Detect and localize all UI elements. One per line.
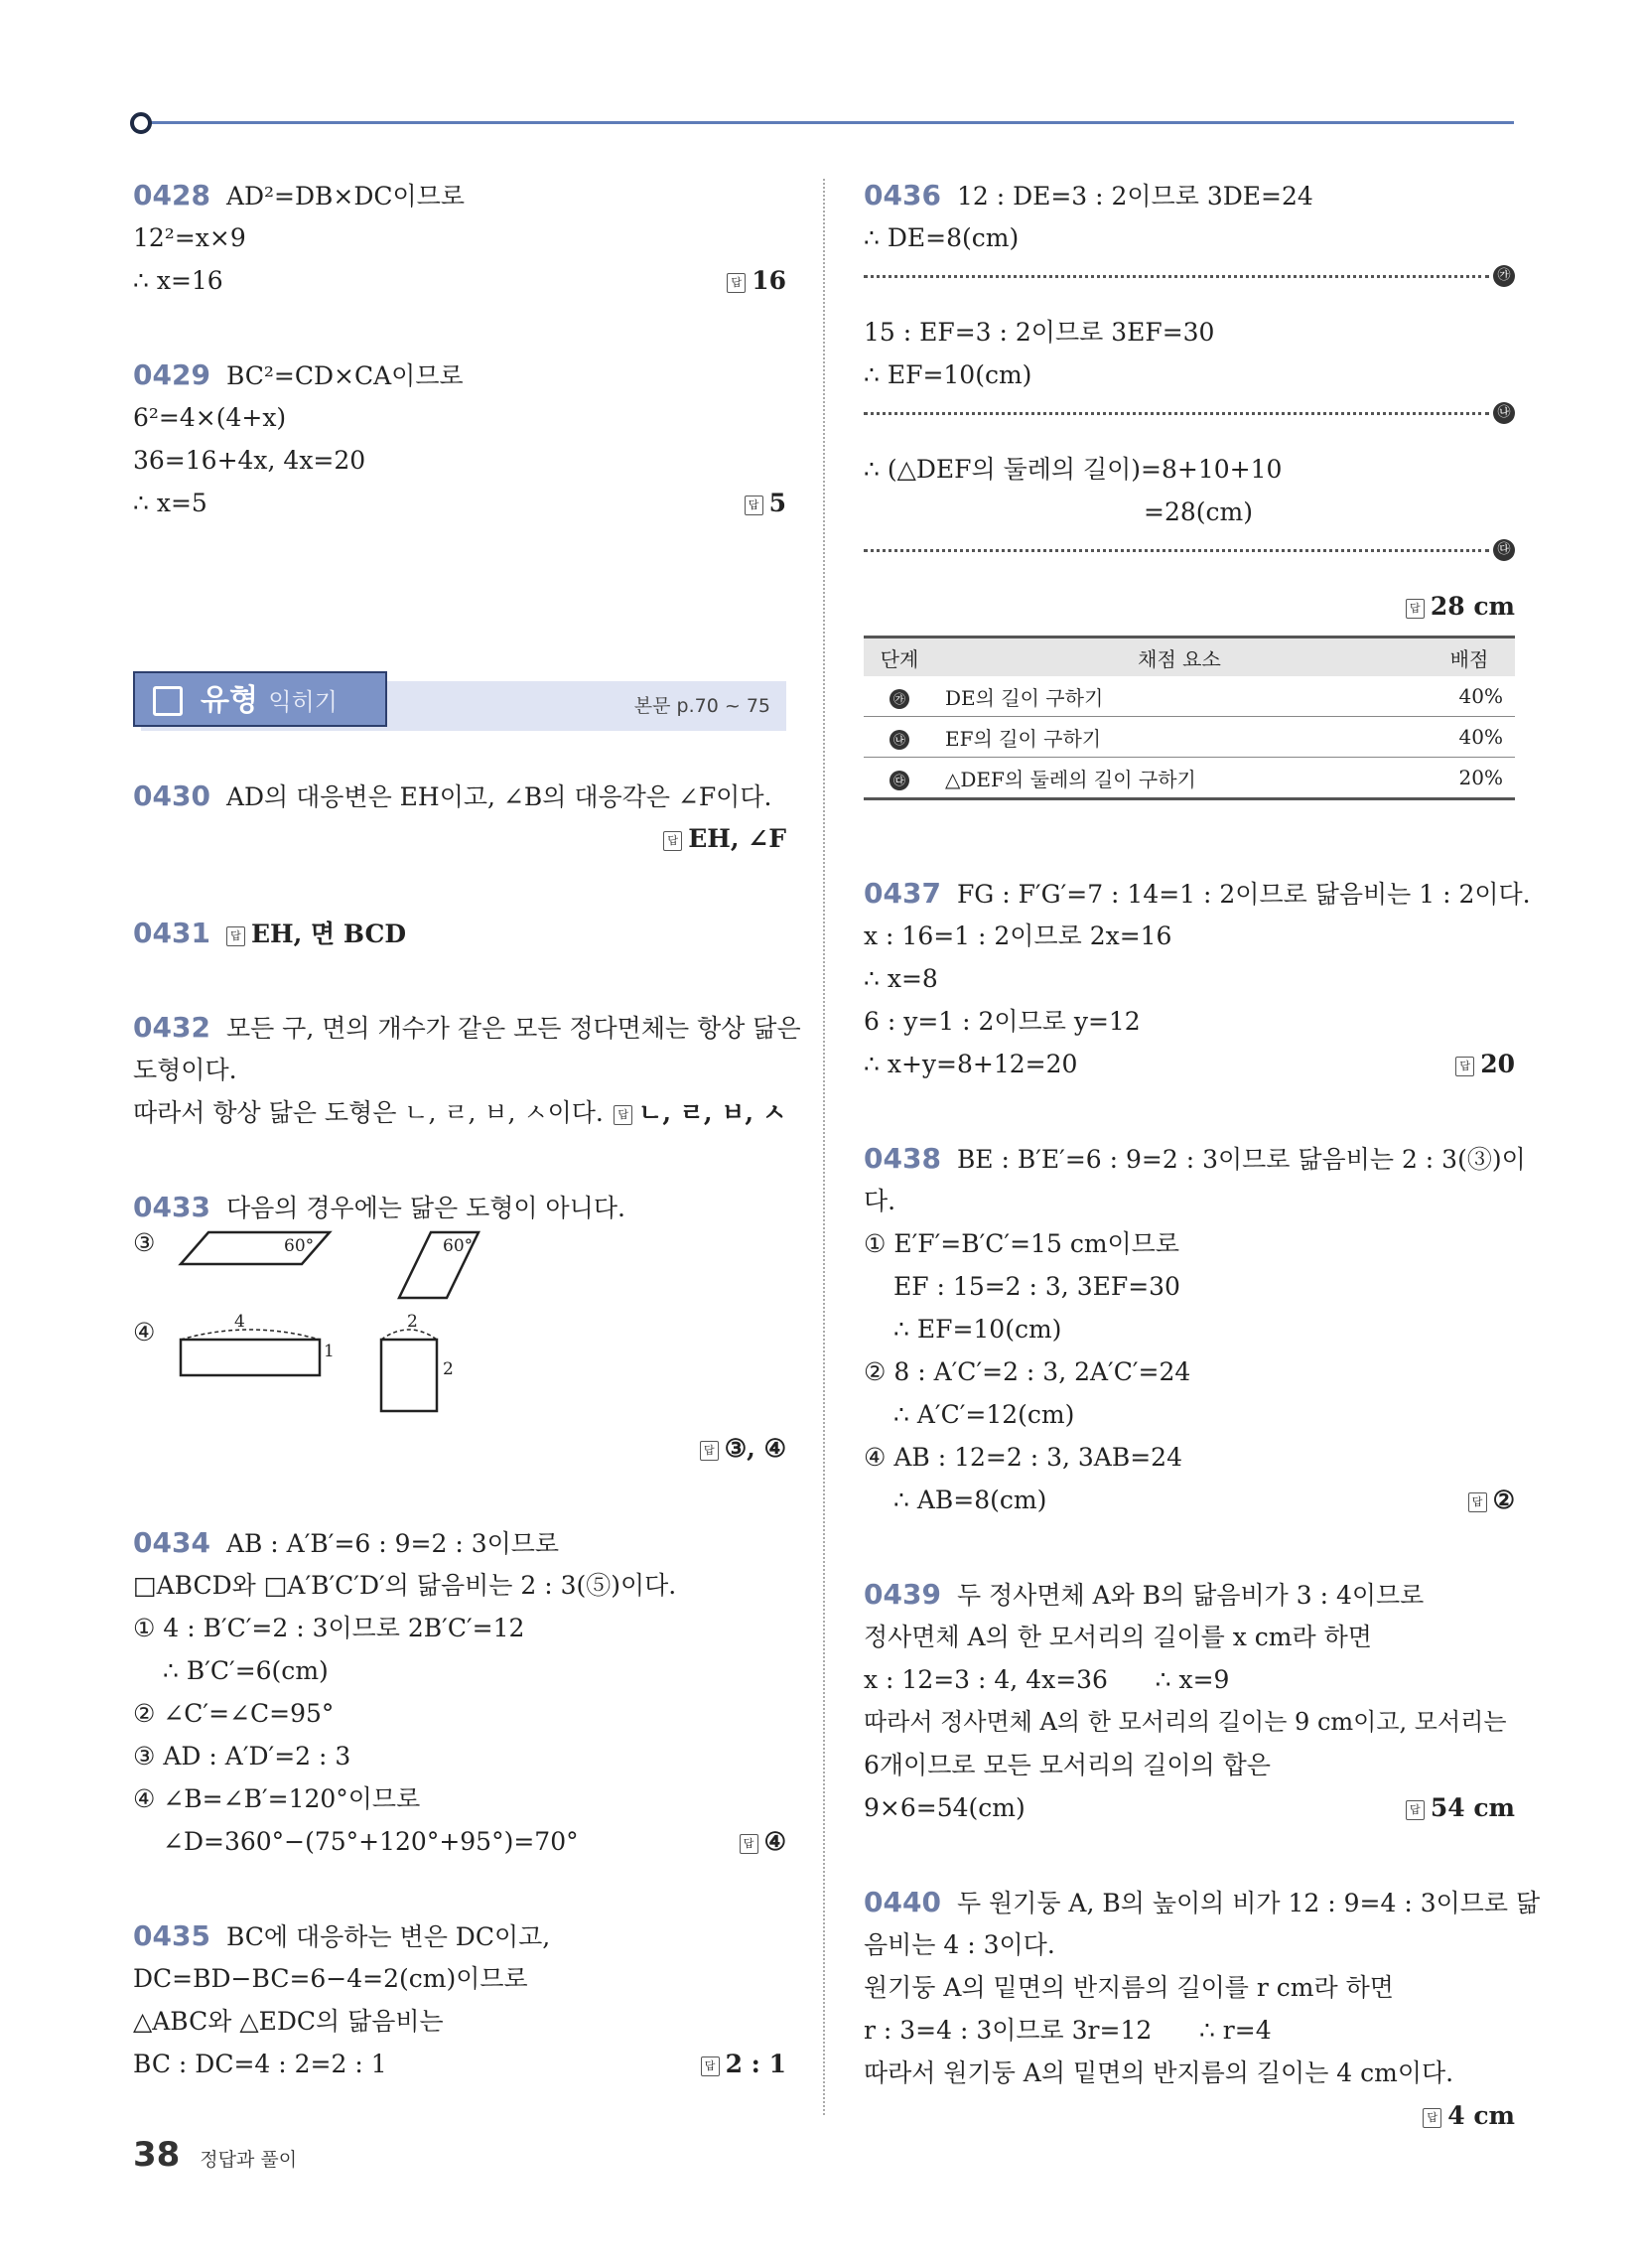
right-column [864,174,1541,2189]
table-row [864,717,1515,758]
solution-line: 9×6=54(cm) [864,1793,1026,1822]
top-rule-dot [130,112,152,134]
solution-line: 정사면체 A의 한 모서리의 길이를 x cm라 하면 [864,1623,1372,1651]
answer-tag-icon: 답 [614,1105,632,1125]
solution-line: 다. [864,1187,896,1215]
solution-line: ∴ x=8 [864,964,938,993]
length-label: 1 [324,1342,335,1361]
problem-0440 [864,1881,1541,2137]
table-cell: 40% [1424,717,1515,758]
problem-number: 0438 [864,1142,941,1175]
answer [1406,1786,1515,1829]
table-row [864,758,1515,799]
solution-line: 따라서 항상 닮은 도형은 ㄴ, ㄹ, ㅂ, ㅅ이다. [133,1098,604,1127]
solution-line: 6 : y=1 : 2이므로 y=12 [864,1007,1141,1036]
answer-value: 20 [1480,1050,1515,1078]
solution-line: BC에 대응하는 변은 DC이고, [225,1922,551,1951]
answer-tag-icon: 답 [740,1834,758,1854]
footer-label: 정답과 풀이 [200,2149,298,2171]
length-label: 4 [234,1312,245,1332]
answer [663,817,786,860]
problem-0434 [133,1521,786,1863]
solution-line: x : 12=3 : 4, 4x=36 ∴ x=9 [864,1665,1230,1694]
rectangle-square-figures [161,1318,538,1417]
answer [745,482,786,524]
banner-title-box [133,671,387,727]
page-footer [133,2135,297,2175]
step-separator [864,265,1515,287]
answer [226,920,406,948]
solution-line: AB : A′B′=6 : 9=2 : 3이므로 [225,1529,560,1558]
problem-number: 0429 [133,358,210,391]
solution-line: 6²=4×(4+x) [133,403,287,432]
scoring-table [864,636,1515,800]
solution-line: 따라서 정사면체 A의 한 모서리의 길이는 9 cm이고, 모서리는 [864,1708,1507,1736]
solution-line: r : 3=4 : 3이므로 3r=12 ∴ r=4 [864,2016,1272,2045]
answer-value: ③, ④ [724,1434,786,1463]
solution-line: 모든 구, 면의 개수가 같은 모든 정다면체는 항상 닮은 [225,1014,801,1043]
problem-0430 [133,775,786,860]
answer-value: 5 [768,489,786,517]
problem-number: 0440 [864,1886,941,1918]
problem-number: 0435 [133,1919,210,1952]
solution-line: ∴ EF=10(cm) [893,1315,1062,1344]
top-rule [139,121,1514,124]
solution-line: □ABCD와 □A′B′C′D′의 닮음비는 2 : 3(⑤)이다. [133,1571,677,1600]
solution-line: ② ∠C′=∠C=95° [133,1699,335,1728]
table-cell: △DEF의 둘레의 길이 구하기 [935,758,1424,799]
problem-0437 [864,872,1531,1085]
solution-line: 따라서 원기둥 A의 밑면의 반지름의 길이는 4 cm이다. [864,2058,1454,2087]
solution-line: ① 4 : B′C′=2 : 3이므로 2B′C′=12 [133,1614,525,1642]
problem-0435 [133,1914,786,2085]
solution-line: ∴ EF=10(cm) [864,360,1032,389]
problem-0432 [133,1006,801,1134]
answer [740,1820,786,1863]
answer-tag-icon: 답 [701,2056,720,2076]
angle-label: 60° [284,1236,315,1256]
answer-tag-icon: 답 [1423,2108,1441,2128]
choice-label: ③ [133,1228,156,1257]
solution-line: ④ ∠B=∠B′=120°이므로 [133,1784,421,1813]
answer [1468,1479,1515,1521]
answer-tag-icon: 답 [663,831,682,851]
answer-value: 16 [752,266,786,295]
problem-number: 0436 [864,179,941,212]
problem-number: 0434 [133,1526,210,1559]
solution-line: BE : B′E′=6 : 9=2 : 3이므로 닮음비는 2 : 3(③)이 [956,1145,1526,1174]
solution-line: ∴ x=16 [133,266,223,295]
table-header: 단계 [864,638,935,677]
solution-line: x : 16=1 : 2이므로 2x=16 [864,921,1172,950]
solution-line: ② 8 : A′C′=2 : 3, 2A′C′=24 [864,1357,1191,1386]
solution-line: ∴ A′C′=12(cm) [893,1400,1075,1429]
length-label: 2 [443,1359,454,1379]
answer-tag-icon: 답 [1406,599,1425,619]
answer-value: ㄴ, ㄹ, ㅂ, ㅅ [638,1098,786,1127]
problem-number: 0439 [864,1578,941,1611]
angle-label: 60° [443,1236,474,1256]
answer-tag-icon: 답 [1406,1800,1425,1820]
answer-value: ④ [763,1827,786,1856]
problem-0429 [133,354,786,524]
answer [614,1091,786,1134]
solution-line: ∴ x+y=8+12=20 [864,1050,1078,1078]
solution-line: 12²=x×9 [133,223,246,252]
solution-line: 36=16+4x, 4x=20 [133,446,366,475]
solution-line: ∴ AB=8(cm) [893,1486,1047,1514]
step-separator [864,539,1515,561]
solution-line: DC=BD−BC=6−4=2(cm)이므로 [133,1964,528,1993]
step-marker-icon: ㉯ [1493,402,1515,424]
problem-number: 0437 [864,877,941,910]
answer-tag-icon: 답 [700,1441,719,1461]
table-header: 채점 요소 [935,638,1424,677]
step-marker-icon: ㉮ [889,689,909,709]
problem-number: 0428 [133,179,210,212]
choice-label: ④ [133,1318,156,1347]
figure-row-4 [133,1312,786,1427]
length-label: 2 [407,1312,418,1332]
solution-line: 다음의 경우에는 닮은 도형이 아니다. [225,1194,625,1222]
banner-subtitle: 익히기 [268,688,338,716]
answer [701,2043,786,2085]
table-header: 배점 [1424,638,1515,677]
answer-tag-icon: 답 [727,273,746,293]
solution-line: ∴ B′C′=6(cm) [163,1656,329,1685]
problem-0433 [133,1186,786,1470]
table-cell: 20% [1424,758,1515,799]
solution-line: ① E′F′=B′C′=15 cm이므로 [864,1229,1179,1258]
solution-line: 12 : DE=3 : 2이므로 3DE=24 [956,182,1313,211]
problem-number: 0432 [133,1011,210,1044]
answer-tag-icon: 답 [745,496,763,515]
solution-line: △ABC와 △EDC의 닮음비는 [133,2007,444,2036]
step-marker-icon: ㉰ [889,771,909,790]
solution-line: 두 원기둥 A, B의 높이의 비가 12 : 9=4 : 3이므로 닮 [956,1889,1541,1917]
solution-line: =28(cm) [1144,497,1253,526]
answer-value: 28 cm [1430,592,1515,621]
solution-line: ∴ x=5 [133,489,207,517]
solution-line: FG : F′G′=7 : 14=1 : 2이므로 닮음비는 1 : 2이다. [956,880,1531,909]
solution-line: AD의 대응변은 EH이고, ∠B의 대응각은 ∠F이다. [225,782,772,811]
page-number: 38 [133,2135,181,2175]
step-marker-icon: ㉯ [889,730,909,750]
answer [727,259,786,302]
answer-tag-icon: 답 [226,926,245,946]
parallelogram-figures [161,1228,538,1308]
answer-value: 4 cm [1447,2101,1515,2130]
answer-value: EH, 면 BCD [250,920,407,948]
solution-line: 두 정사면체 A와 B의 닮음비가 3 : 4이므로 [956,1581,1425,1610]
solution-line: BC²=CD×CA이므로 [225,361,464,390]
solution-line: ∠D=360°−(75°+120°+95°)=70° [163,1827,579,1856]
solution-line: ③ AD : A′D′=2 : 3 [133,1742,351,1771]
step-separator [864,402,1515,424]
answer [1406,585,1515,628]
table-cell: EF의 길이 구하기 [935,717,1424,758]
problem-0436 [864,174,1515,800]
answer-value: 54 cm [1430,1793,1515,1822]
solution-line: EF : 15=2 : 3, 3EF=30 [893,1272,1180,1301]
solution-line: BC : DC=4 : 2=2 : 1 [133,2050,387,2078]
solution-line: 도형이다. [133,1056,237,1084]
left-column [133,174,801,2137]
answer [700,1427,786,1470]
table-cell: DE의 길이 구하기 [935,676,1424,717]
answer-value: ② [1492,1486,1515,1514]
photo-book-icon [153,686,183,716]
banner-title: 유형 [201,683,258,718]
solution-line: ∴ DE=8(cm) [864,223,1020,252]
solution-line: AD²=DB×DC이므로 [225,182,465,211]
column-divider [823,179,825,2115]
step-marker-icon: ㉰ [1493,539,1515,561]
solution-line: 음비는 4 : 3이다. [864,1930,1055,1959]
problem-number: 0433 [133,1191,210,1223]
answer [1423,2094,1515,2137]
problem-0431 [133,912,786,954]
solution-line: 6개이므로 모든 모서리의 길이의 합은 [864,1751,1271,1779]
solution-line: 15 : EF=3 : 2이므로 3EF=30 [864,318,1215,347]
solution-line: 원기둥 A의 밑면의 반지름의 길이를 r cm라 하면 [864,1973,1394,2002]
table-row [864,676,1515,717]
solution-line: ∴ (△DEF의 둘레의 길이)=8+10+10 [864,455,1283,484]
answer-tag-icon: 답 [1468,1492,1487,1512]
answer-value: EH, ∠F [688,824,786,853]
problem-0438 [864,1137,1526,1521]
answer-tag-icon: 답 [1455,1057,1474,1076]
problem-0439 [864,1573,1515,1829]
problem-number: 0431 [133,917,210,949]
answer [1455,1043,1515,1085]
solution-line: ④ AB : 12=2 : 3, 3AB=24 [864,1443,1182,1472]
section-banner [133,663,786,735]
step-marker-icon: ㉮ [1493,265,1515,287]
page-reference: 본문 p.70 ~ 75 [633,695,770,717]
problem-0428 [133,174,786,302]
table-cell: 40% [1424,676,1515,717]
answer-value: 2 : 1 [725,2050,786,2078]
problem-number: 0430 [133,780,210,812]
figure-row-3 [133,1228,786,1318]
